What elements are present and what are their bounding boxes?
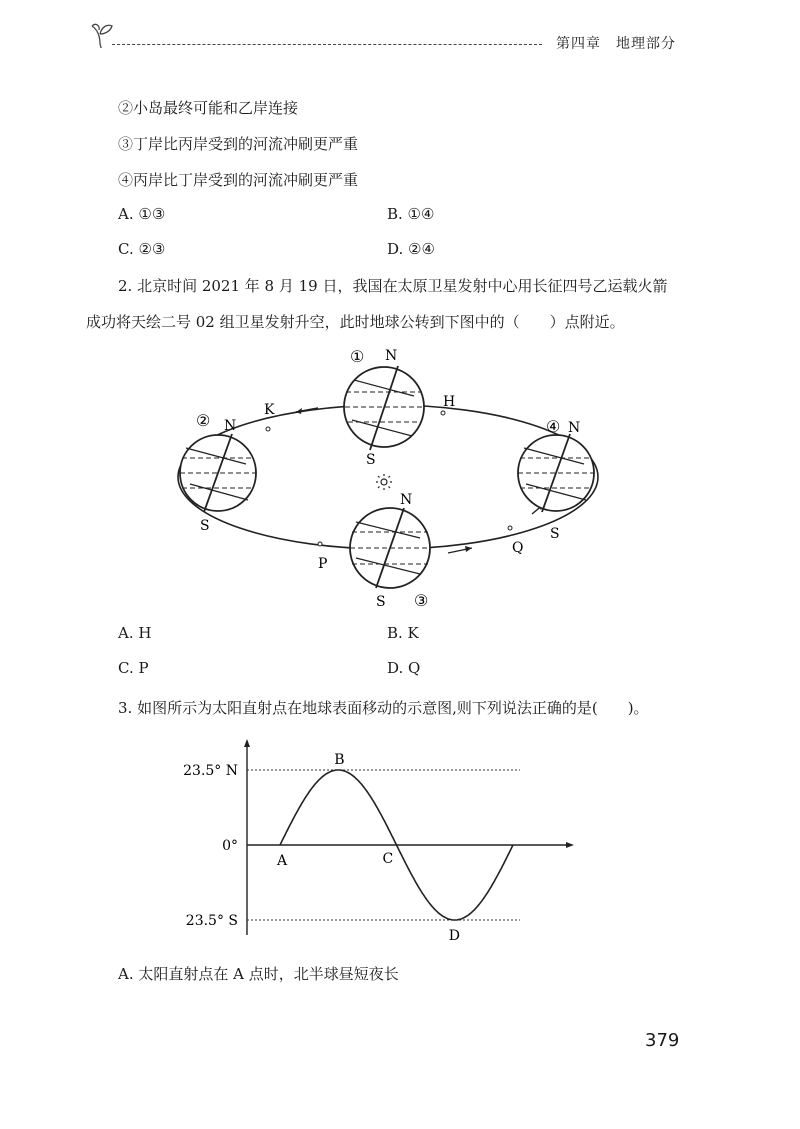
label-position-1: ① <box>350 347 365 366</box>
q2-option-c: C. P <box>118 659 149 677</box>
y-tick-label: 23.5° S <box>185 913 238 929</box>
q1-option-b: B. ①④ <box>387 205 435 223</box>
header-rule <box>112 44 542 45</box>
earth-position-4 <box>518 434 594 512</box>
arrow-p-icon <box>448 546 472 553</box>
label-s-4: S <box>550 526 560 542</box>
label-n-1: N <box>385 348 398 364</box>
point-label-a: A <box>277 853 288 869</box>
label-h: H <box>443 394 456 410</box>
point-label-c: C <box>382 851 394 867</box>
point-label-d: D <box>448 928 460 944</box>
earth-position-1 <box>344 366 424 450</box>
label-s-1: S <box>366 452 376 468</box>
q1-statement-4: ④丙岸比丁岸受到的河流冲刷更严重 <box>118 171 359 189</box>
label-n-4: N <box>568 420 581 436</box>
earth-position-3 <box>350 508 430 588</box>
label-position-3: ③ <box>414 591 429 610</box>
label-p: P <box>318 556 328 572</box>
y-axis-arrow-icon <box>244 739 250 747</box>
earth-position-2 <box>180 434 256 512</box>
point-label-b: B <box>334 752 345 768</box>
q2-option-d: D. Q <box>387 659 421 677</box>
label-n-2: N <box>224 418 237 434</box>
label-position-2: ② <box>196 411 211 430</box>
label-position-4: ④ <box>546 417 561 436</box>
point-h-marker <box>441 411 445 415</box>
q2-option-a: A. H <box>118 624 152 642</box>
point-q-marker <box>508 526 512 530</box>
q2-option-b: B. K <box>387 624 419 642</box>
q3-stem: 3. 如图所示为太阳直射点在地球表面移动的示意图,则下列说法正确的是( )。 <box>118 699 649 717</box>
q3-option-a: A. 太阳直射点在 A 点时，北半球昼短夜长 <box>118 965 399 983</box>
chapter-title: 第四章 地理部分 <box>556 36 676 52</box>
q2-stem-line1: 2. 北京时间 2021 年 8 月 19 日，我国在太原卫星发射中心用长征四号乙运载火箭 <box>118 277 668 295</box>
q1-statement-3: ③丁岸比丙岸受到的河流冲刷更严重 <box>118 135 359 153</box>
label-q: Q <box>512 540 524 556</box>
x-axis-arrow-icon <box>566 842 574 848</box>
page-number: 379 <box>645 1030 680 1051</box>
q1-option-c: C. ②③ <box>118 240 166 258</box>
q1-option-a: A. ①③ <box>118 205 166 223</box>
solar-declination-chart <box>180 735 590 945</box>
point-p-marker <box>318 542 322 546</box>
sun-icon <box>376 474 392 490</box>
y-tick-label: 0° <box>222 838 238 854</box>
point-k-marker <box>266 427 270 431</box>
q1-statement-2: ②小岛最终可能和乙岸连接 <box>118 99 299 117</box>
label-s-2: S <box>200 518 210 534</box>
label-n-3: N <box>400 492 413 508</box>
y-tick-label: 23.5° N <box>183 763 238 779</box>
q1-option-d: D. ②④ <box>387 240 435 258</box>
label-s-3: S <box>376 594 386 610</box>
q2-stem-line2: 成功将天绘二号 02 组卫星发射升空，此时地球公转到下图中的（ ）点附近。 <box>86 313 625 331</box>
earth-orbit-diagram <box>160 340 620 620</box>
label-k: K <box>264 402 275 418</box>
